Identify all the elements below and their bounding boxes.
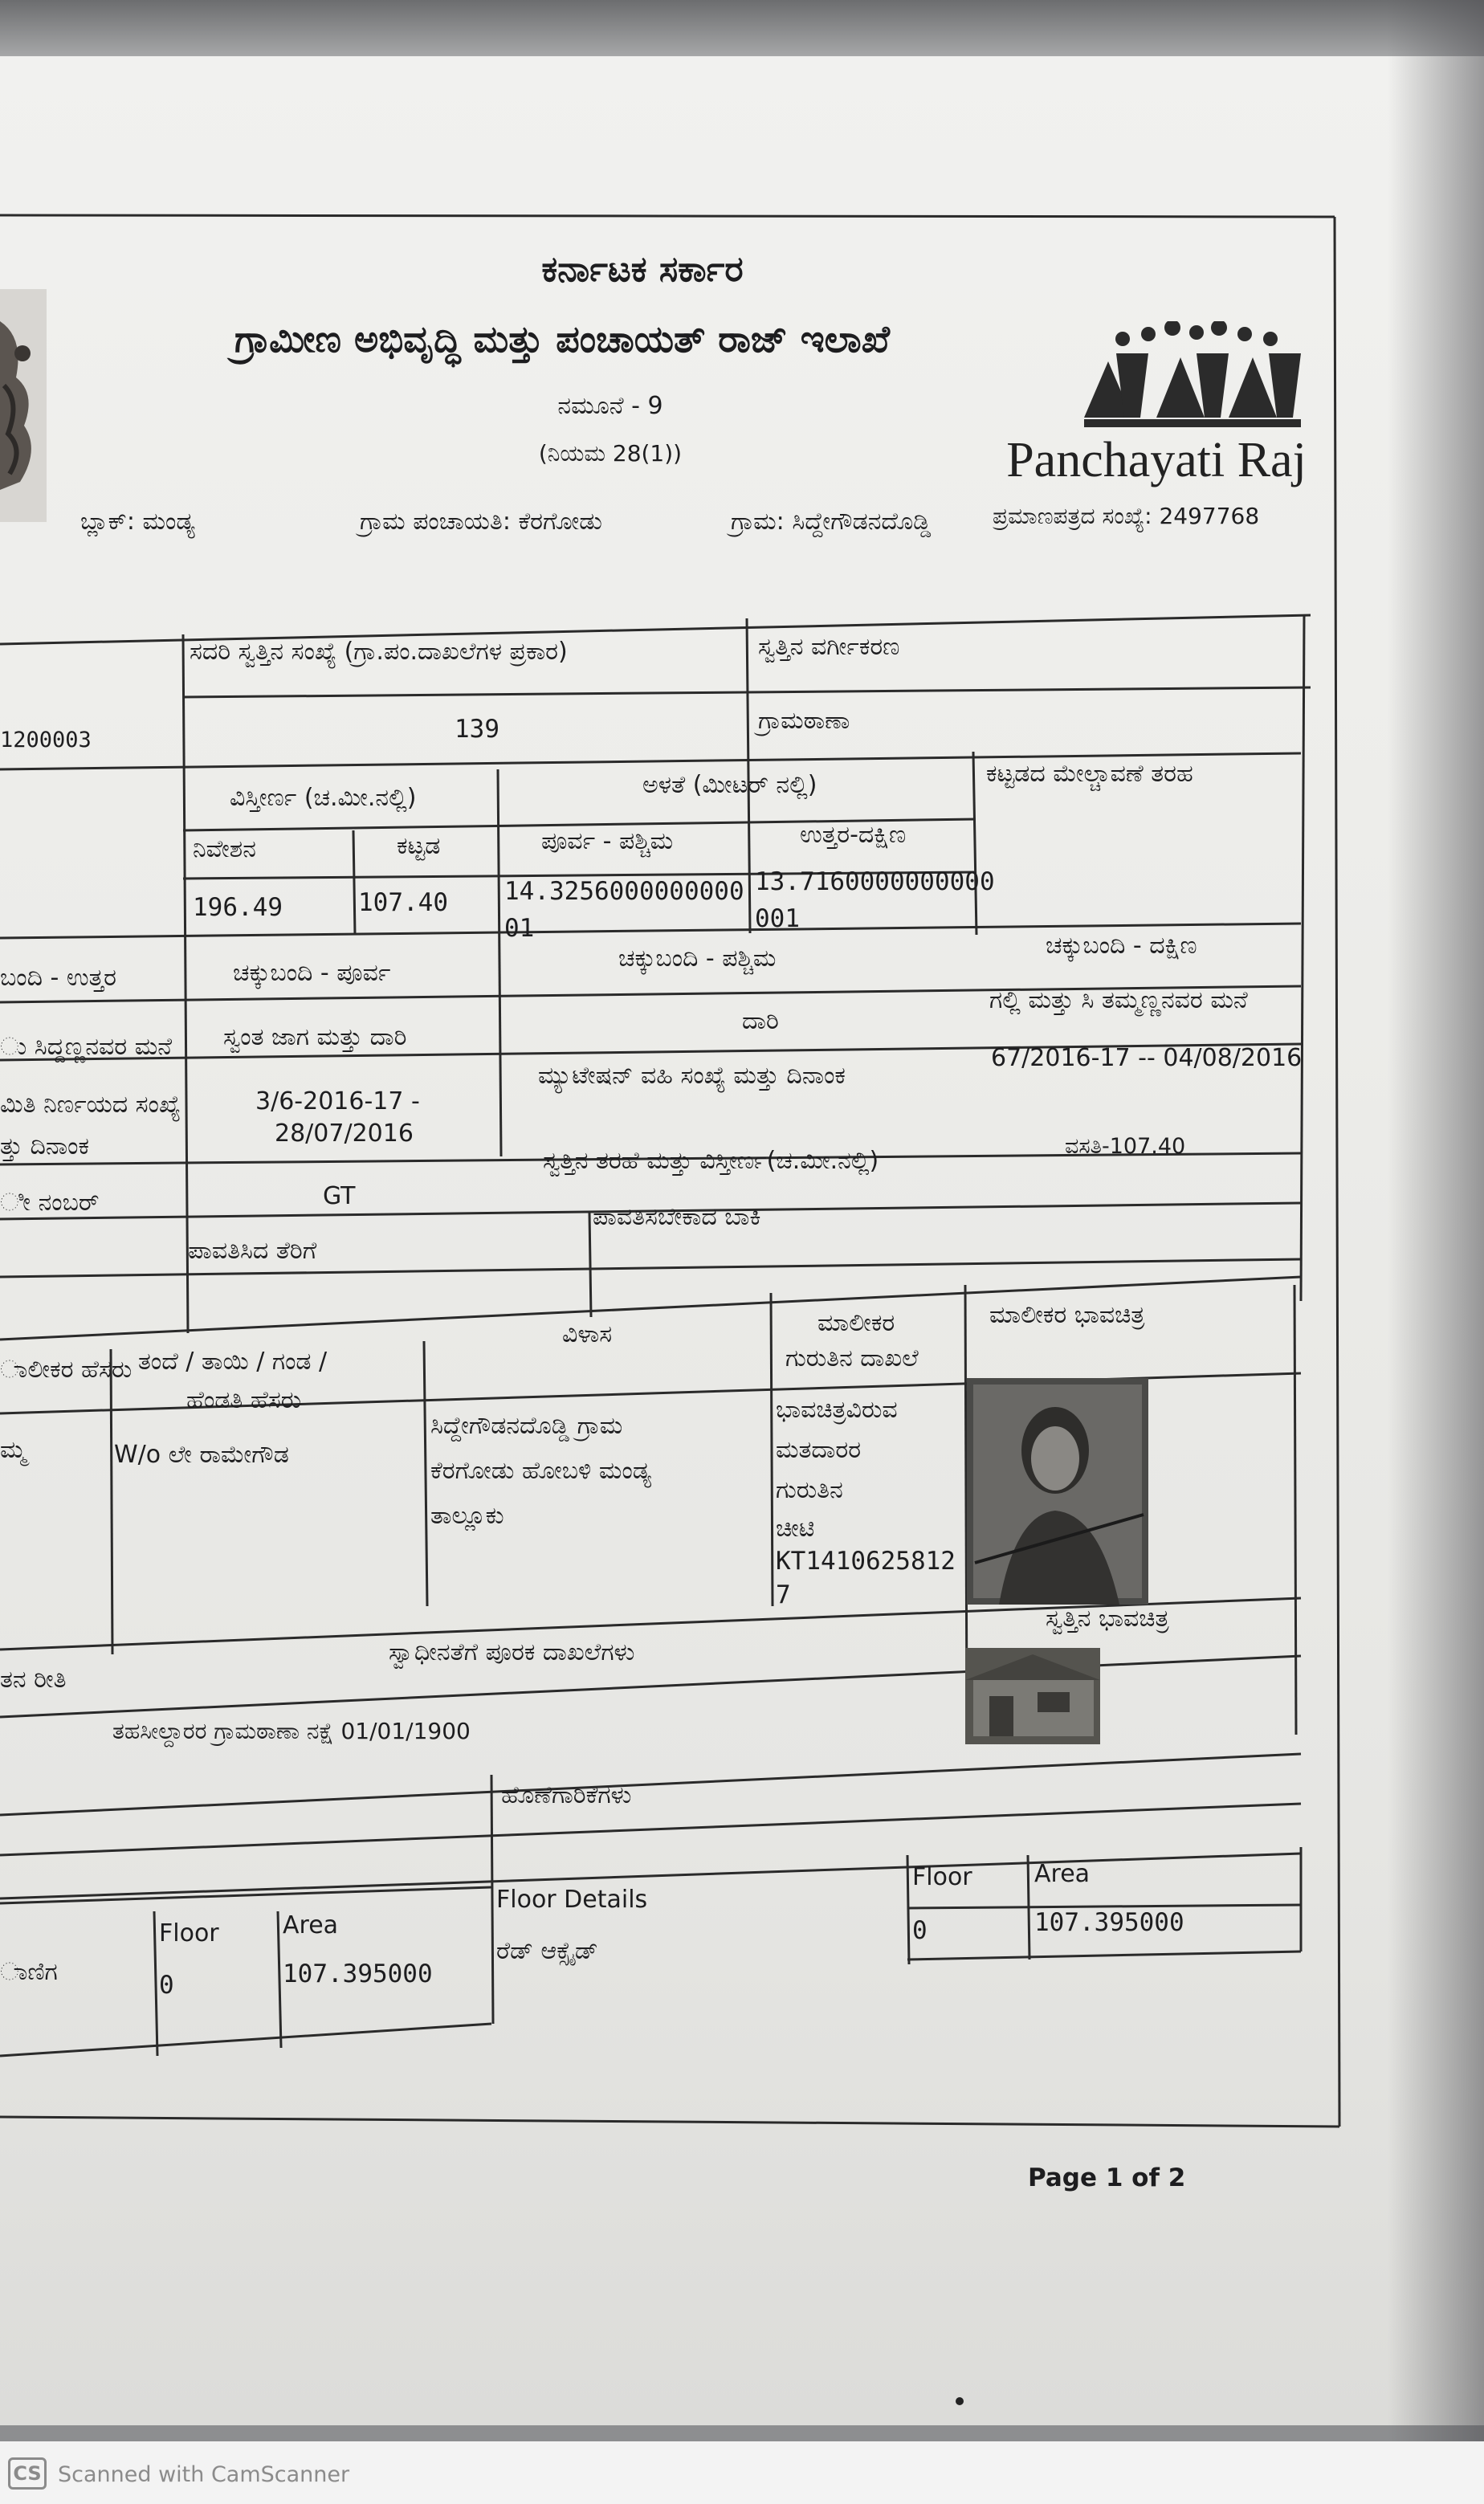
rule-number: (ನಿಯಮ 28(1)) xyxy=(538,440,683,467)
area-label: ವಿಸ್ತೀರ್ಣ (ಚ.ಮೀ.ನಲ್ಲಿ) xyxy=(230,784,417,812)
government-title: ಕರ್ನಾಟಕ ಸರ್ಕಾರ xyxy=(541,249,744,290)
measurement-label: ಅಳತೆ (ಮೀಟರ್ ನಲ್ಲಿ) xyxy=(642,771,817,799)
address-line-1: ಸಿದ್ದೇಗೌಡನದೊಡ್ಡಿ ಗ್ರಾಮ xyxy=(430,1412,623,1440)
ownership-documents-value: ತಹಸೀಲ್ದಾರರ ಗ್ರಾಮಠಾಣಾ ನಕ್ಷೆ 01/01/1900 xyxy=(112,1718,471,1744)
site-label: ನಿವೇಶನ xyxy=(193,835,256,863)
boundary-south-value: ಗಲ್ಲಿ ಮತ್ತು ಸಿ ತಮ್ಮಣ್ಣನವರ ಮನೆ xyxy=(989,986,1248,1014)
relation-label-1: ತಂದೆ / ತಾಯಿ / ಗಂಡ / xyxy=(138,1348,328,1376)
boundary-north-label: ಬಂದಿ - ಉತ್ತರ xyxy=(0,964,116,992)
scan-background-right xyxy=(1388,0,1484,2504)
owner-id-line-4: ಚೀಟಿ xyxy=(776,1515,815,1543)
property-classification-label: ಸ್ವತ್ತಿನ ವರ್ಗೀಕರಣ xyxy=(758,633,900,661)
state-emblem-image xyxy=(0,289,47,522)
address-line-3: ತಾಲ್ಲೂಕು xyxy=(430,1502,504,1530)
address-line-2: ಕೆರಗೋಡು ಹೋಬಳಿ ಮಂಡ್ಯ xyxy=(430,1457,652,1485)
owner-photo-label: ಮಾಲೀಕರ ಭಾವಚಿತ್ರ xyxy=(989,1301,1145,1329)
owner-id-line-2: ಮತದಾರರ xyxy=(776,1436,862,1464)
resolution-value-1: 3/6-2016-17 - xyxy=(255,1087,420,1115)
boundary-west-label: ಚಕ್ಕುಬಂದಿ - ಪಶ್ಚಿಮ xyxy=(618,944,777,973)
left-floor-value: 0 xyxy=(159,1971,174,2000)
form-number: ನಮೂನೆ - 9 xyxy=(557,392,663,420)
north-south-label: ಉತ್ತರ-ದಕ್ಷಿಣ xyxy=(800,821,907,849)
ink-dot xyxy=(956,2397,964,2405)
building-label: ಕಟ್ಟಡ xyxy=(397,832,441,860)
scanner-footer xyxy=(0,2441,1484,2504)
department-title: ಗ್ರಾಮೀಣ ಅಭಿವೃದ್ಧಿ ಮತ್ತು ಪಂಚಾಯತ್ ರಾಜ್ ಇಲಾಖೆ xyxy=(234,317,890,361)
north-south-value-1: 13.7160000000000 xyxy=(755,867,995,896)
property-number-label: ಸದರಿ ಸ್ವತ್ತಿನ ಸಂಖ್ಯೆ (ಗ್ರಾ.ಪಂ.ದಾಖಲೆಗಳ ಪ್ರಕಾರ) xyxy=(190,638,568,666)
type-code-value: GT xyxy=(323,1182,356,1210)
left-area-header: Area xyxy=(283,1911,339,1939)
property-photo xyxy=(965,1648,1100,1744)
roof-type-label: ಕಟ್ಟಡದ ಮೇಲ್ಚಾವಣೆ ತರಹ xyxy=(986,760,1193,788)
address-label: ವಿಳಾಸ xyxy=(562,1320,613,1348)
owner-name-label: ಾಲೀಕರ ಹೆಸರು xyxy=(0,1356,132,1384)
property-photo-label: ಸ್ವತ್ತಿನ ಭಾವಚಿತ್ರ xyxy=(1046,1605,1169,1633)
owner-name-value: ಮ್ಮ xyxy=(0,1436,26,1464)
number-label: ೀ ನಂಬರ್ xyxy=(0,1189,100,1217)
block-name: ಬ್ಲಾಕ್: ಮಂಡ್ಯ xyxy=(80,508,195,536)
boundary-east-label: ಚಕ್ಕುಬಂದಿ - ಪೂರ್ವ xyxy=(233,959,391,987)
right-floor-value: 0 xyxy=(912,1916,928,1945)
gram-panchayat-name: ಗ್ರಾಮ ಪಂಚಾಯತಿ: ಕೆರಗೋಡು xyxy=(360,508,602,536)
floor-details-label: Floor Details xyxy=(496,1886,648,1914)
scan-background-top xyxy=(0,0,1484,56)
boundary-south-label: ಚಕ್ಕುಬಂದಿ - ದಕ್ಷಿಣ xyxy=(1046,932,1197,960)
building-area-value: 107.40 xyxy=(358,888,448,917)
mutation-value: 67/2016-17 -- 04/08/2016 xyxy=(991,1044,1303,1072)
camscanner-watermark: Scanned with CamScanner xyxy=(58,2462,350,2487)
relation-label-2: ಹೆಂಡತಿ ಹೆಸರು xyxy=(186,1386,302,1414)
owner-id-line-5: KT1410625812 xyxy=(776,1547,956,1576)
owner-id-line-6: 7 xyxy=(776,1580,791,1609)
property-classification-value: ಗ್ರಾಮಠಾಣಾ xyxy=(758,707,850,735)
type-area-value: ವಸತಿ-107.40 xyxy=(1065,1134,1186,1159)
boundary-west-value: ದಾರಿ xyxy=(742,1007,779,1035)
mutation-label: ಮ್ಯುಟೇಷನ್ ವಹಿ ಸಂಖ್ಯೆ ಮತ್ತು ದಿನಾಂಕ xyxy=(538,1062,846,1090)
east-west-value-2: 01 xyxy=(504,914,535,943)
page-number: Page 1 of 2 xyxy=(1028,2163,1186,2192)
village-name: ಗ್ರಾಮ: ಸಿದ್ದೇಗೌಡನದೊಡ್ಡಿ xyxy=(731,508,932,536)
resolution-label-1: ಮಿತಿ ನಿರ್ಣಯದ ಸಂಖ್ಯೆ xyxy=(0,1091,181,1119)
owner-id-line-1: ಭಾವಚಿತ್ರವಿರುವ xyxy=(776,1396,898,1424)
owner-id-line-3: ಗುರುತಿನ xyxy=(776,1476,843,1504)
property-number-value: 139 xyxy=(455,715,499,744)
right-area-header: Area xyxy=(1034,1860,1091,1888)
site-area-value: 196.49 xyxy=(193,893,283,922)
floor-details-value: ರೆಡ್ ಆಕ್ಸೈಡ್ xyxy=(496,1937,598,1965)
left-code: 1200003 xyxy=(0,728,92,752)
east-west-value-1: 14.3256000000000 xyxy=(504,877,744,906)
left-floor-header: Floor xyxy=(159,1919,219,1947)
type-area-label: ಸ್ವತ್ತಿನ ತರಹೆ ಮತ್ತು ವಿಸ್ತೀರ್ಣ(ಚ.ಮೀ.ನಲ್ಲಿ) xyxy=(543,1147,879,1175)
owner-photo xyxy=(967,1378,1148,1605)
floors-side-label: ಾಣಿಗ xyxy=(0,1958,58,1986)
resolution-value-2: 28/07/2016 xyxy=(275,1119,414,1148)
north-south-value-2: 001 xyxy=(755,904,800,933)
ownership-documents-label: ಸ್ವಾಧೀನತೆಗೆ ಪೂರಕ ದಾಖಲೆಗಳು xyxy=(389,1638,635,1666)
relation-value: W/o ಲೇ ರಾಮೇಗೌಡ xyxy=(114,1441,289,1469)
left-area-value: 107.395000 xyxy=(283,1960,433,1988)
owner-id-label-2: ಗುರುತಿನ ದಾಖಲೆ xyxy=(785,1344,919,1372)
resolution-label-2: ತ್ತು ದಿನಾಂಕ xyxy=(0,1132,89,1160)
owner-id-label-1: ಮಾಲೀಕರ xyxy=(817,1309,895,1337)
liabilities-label: ಹೊಣೆಗಾರಿಕೆಗಳು xyxy=(501,1781,632,1809)
certificate-number: ಪ್ರಮಾಣಪತ್ರದ ಸಂಖ್ಯೆ: 2497768 xyxy=(993,503,1260,529)
right-floor-header: Floor xyxy=(912,1863,972,1891)
panchayati-raj-logo xyxy=(1060,321,1333,442)
tax-paid-label: ಪಾವತಿಸಿದ ತೆರಿಗೆ xyxy=(188,1237,317,1265)
east-west-label: ಪೂರ್ವ - ಪಶ್ಚಿಮ xyxy=(541,827,674,855)
ownership-mode-label: ತನ ರೀತಿ xyxy=(0,1666,67,1694)
panchayati-raj-text: Panchayati Raj xyxy=(1006,433,1307,487)
boundary-east-value: ಸ್ವಂತ ಜಾಗ ಮತ್ತು ದಾರಿ xyxy=(223,1023,407,1051)
right-area-value: 107.395000 xyxy=(1034,1908,1184,1937)
tax-due-label: ಪಾವತಿಸಬೇಕಾದ ಬಾಕಿ xyxy=(593,1203,761,1231)
boundary-north-value: ು ಸಿದ್ದಣ್ಣನವರ ಮನೆ xyxy=(0,1033,173,1061)
camscanner-logo-icon: CS xyxy=(8,2457,47,2490)
